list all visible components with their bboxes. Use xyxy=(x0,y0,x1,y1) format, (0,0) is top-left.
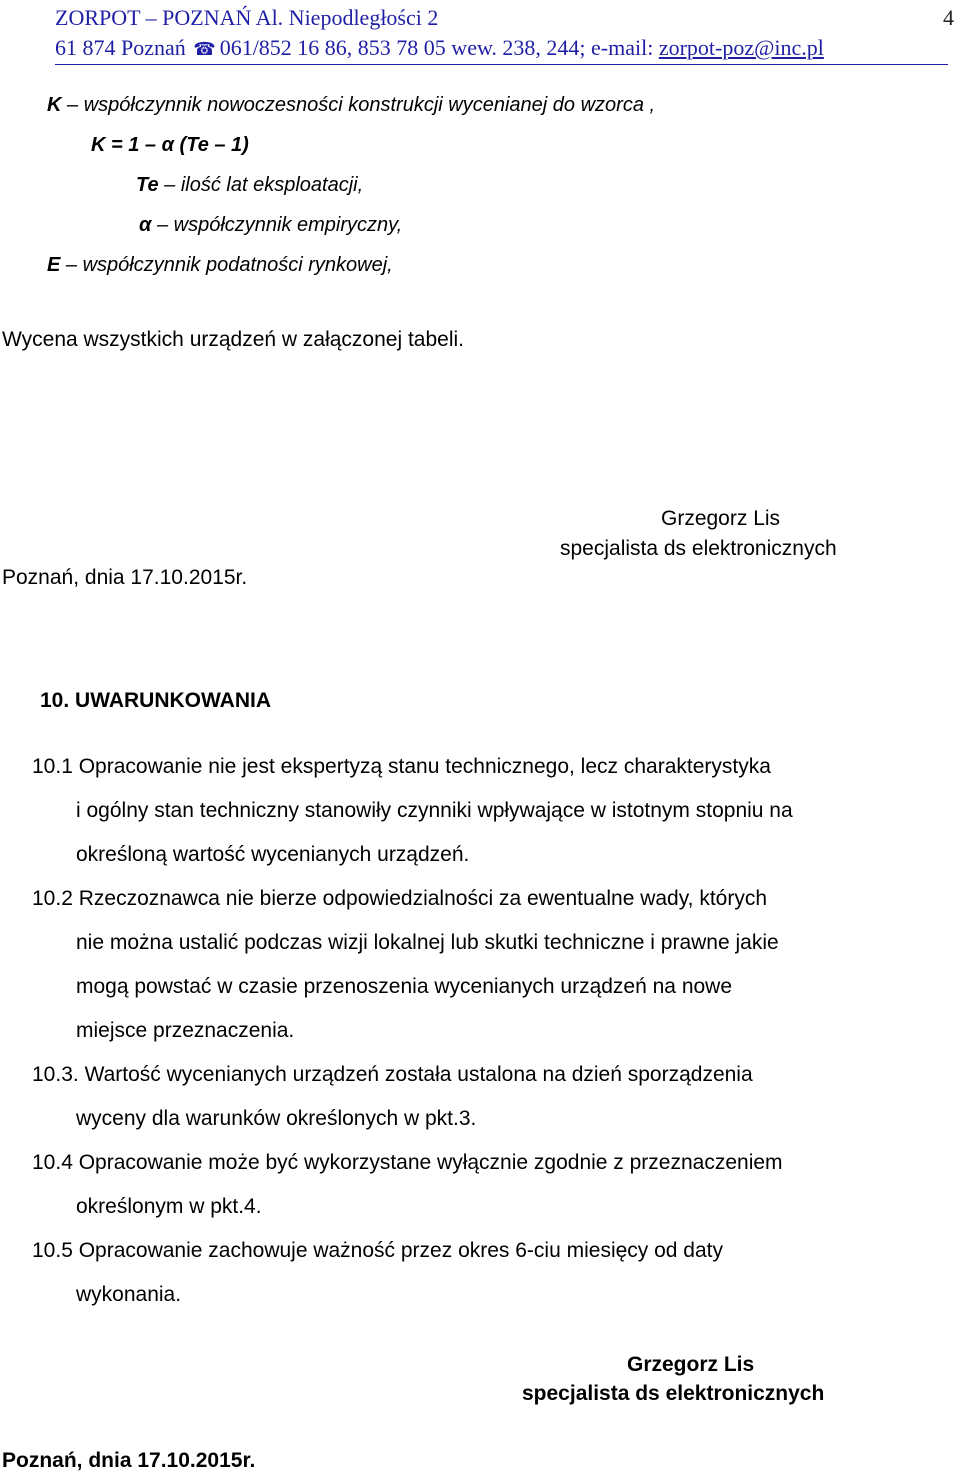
formula-k-equation xyxy=(91,134,249,157)
formula-alpha-line xyxy=(139,214,402,237)
header-email-link[interactable]: zorpot-poz@inc.pl xyxy=(658,35,824,60)
list-item xyxy=(32,877,952,1053)
k-symbol: K xyxy=(47,94,62,116)
signature-title: specjalista ds elektronicznych xyxy=(560,537,837,560)
e-description: – współczynnik podatności rynkowej, xyxy=(65,254,393,276)
header-city: 61 874 Poznań xyxy=(55,35,186,60)
item-number: 10.3. xyxy=(32,1063,79,1086)
header-divider xyxy=(55,64,948,65)
valuation-note: Wycena wszystkich urządzeń w załączonej tabeli. xyxy=(2,328,465,351)
k-description: – współczynnik nowoczesności konstrukcji wycenianej do wzorca , xyxy=(67,94,656,116)
item-text: Opracowanie zachowuje ważność przez okres 6-ciu miesięcy od daty xyxy=(72,1239,724,1262)
item-text: mogą powstać w czasie przenoszenia wycenianych urządzeń na nowe xyxy=(76,975,733,998)
formula-k-line xyxy=(47,94,655,117)
section-heading: 10. UWARUNKOWANIA xyxy=(40,689,272,712)
signature-title: specjalista ds elektronicznych xyxy=(522,1382,825,1405)
signature-name: Grzegorz Lis xyxy=(661,507,781,530)
item-number: 10.4 xyxy=(32,1151,73,1174)
item-text: określoną wartość wycenianych urządzeń. xyxy=(76,843,470,866)
item-text: Opracowanie nie jest ekspertyzą stanu technicznego, lecz charakterystyka xyxy=(78,755,771,778)
formula-e-line xyxy=(47,254,393,277)
alpha-description: – współczynnik empiryczny, xyxy=(156,214,403,236)
item-text: wykonania. xyxy=(76,1283,182,1306)
list-item xyxy=(32,1229,952,1317)
item-text: Opracowanie może być wykorzystane wyłącznie zgodnie z przeznaczeniem xyxy=(78,1151,783,1174)
header-phones: 061/852 16 86, 853 78 05 wew. 238, 244; e-mail: xyxy=(219,35,654,60)
header-contact-line xyxy=(55,35,824,61)
item-text: nie można ustalić podczas wizji lokalnej lub skutki techniczne i prawne jakie xyxy=(76,931,779,954)
alpha-symbol: α xyxy=(139,214,152,236)
place-date: Poznań, dnia 17.10.2015r. xyxy=(2,1449,256,1472)
item-text: wyceny dla warunków określonych w pkt.3. xyxy=(76,1107,477,1130)
item-number: 10.1 xyxy=(32,755,73,778)
phone-icon: ☎ xyxy=(193,39,216,59)
page-number: 4 xyxy=(943,5,954,30)
item-text: określonym w pkt.4. xyxy=(76,1195,262,1218)
place-date: Poznań, dnia 17.10.2015r. xyxy=(2,566,248,589)
item-number: 10.5 xyxy=(32,1239,73,1262)
k-equation: K = 1 – α (Te – 1) xyxy=(91,134,249,156)
header-company-address: ZORPOT – POZNAŃ Al. Niepodległości 2 xyxy=(55,5,439,30)
page-header xyxy=(0,0,960,66)
formula-te-line xyxy=(136,174,363,197)
list-item xyxy=(32,1053,952,1141)
signature-name: Grzegorz Lis xyxy=(627,1353,755,1376)
item-text: Wartość wycenianych urządzeń została ustalona na dzień sporządzenia xyxy=(84,1063,753,1086)
item-text: miejsce przeznaczenia. xyxy=(76,1019,295,1042)
e-symbol: E xyxy=(47,254,61,276)
item-number: 10.2 xyxy=(32,887,73,910)
item-text: Rzeczoznawca nie bierze odpowiedzialności za ewentualne wady, których xyxy=(78,887,768,910)
list-item xyxy=(32,745,952,877)
item-text: i ogólny stan techniczny stanowiły czynniki wpływające w istotnym stopniu na xyxy=(76,799,793,822)
te-description: – ilość lat eksploatacji, xyxy=(164,174,364,196)
list-item xyxy=(32,1141,952,1229)
te-symbol: Te xyxy=(136,174,159,196)
